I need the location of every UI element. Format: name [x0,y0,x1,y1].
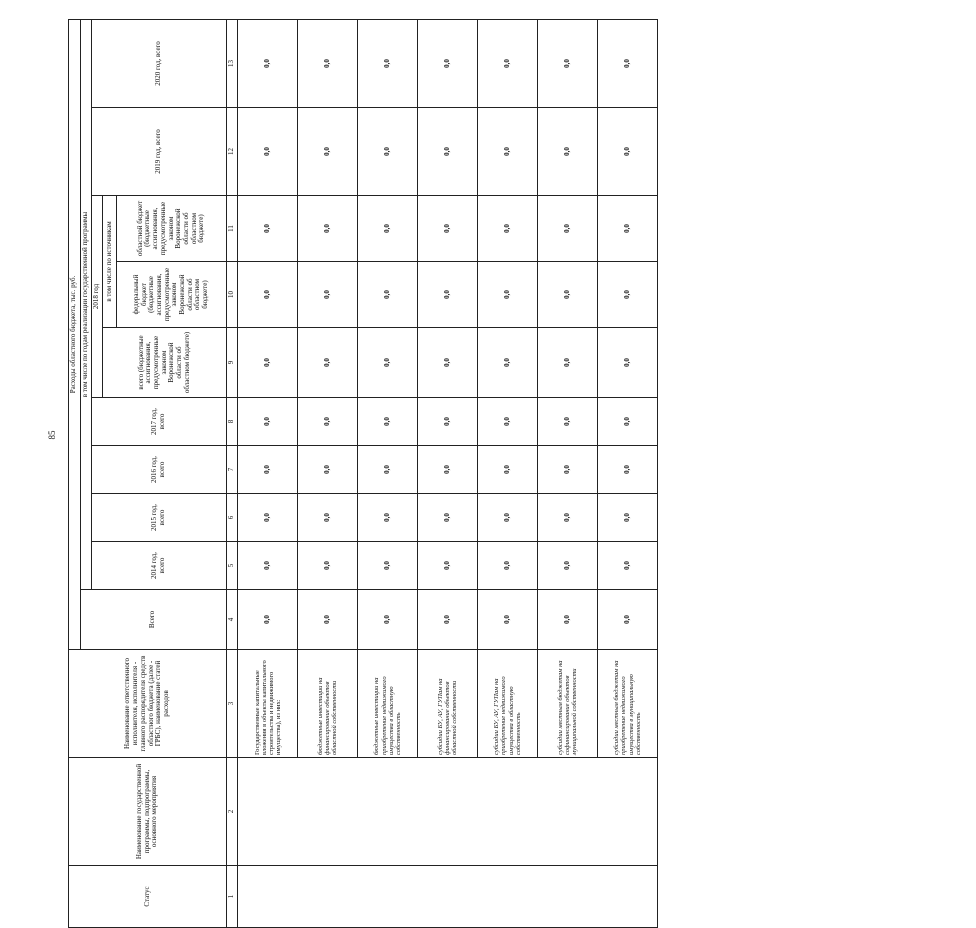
value-cell: 0,0 [298,590,358,650]
column-number: 13 [227,19,238,107]
value-cell: 0,0 [358,590,418,650]
value-cell: 0,0 [298,446,358,494]
value-cell: 0,0 [298,19,358,107]
header-status: Статус [69,866,227,928]
header-2016: 2016 год, всего [91,446,226,494]
row-name: субсидии местным бюджетам на софинансирование объектов муниципальной собственности [538,650,598,758]
value-cell: 0,0 [418,590,478,650]
column-number: 8 [227,398,238,446]
value-cell: 0,0 [418,542,478,590]
value-cell: 0,0 [418,494,478,542]
rotated-table-container [68,41,976,928]
header-2019: 2019 год, всего [91,108,226,196]
value-cell: 0,0 [358,446,418,494]
value-cell: 0,0 [478,398,538,446]
header-2018-total: всего (бюджетные ассигнования, предусмотренные законом Воронежской области об областном бюджете) [103,328,227,398]
value-cell: 0,0 [538,328,598,398]
row-name: бюджетные инвестиции на финансирование объектов областной собственности [298,650,358,758]
row-name: Государственные капитальные вложения в объекты капитального строительства и недвижимого имущества), из них: [238,650,298,758]
value-cell: 0,0 [298,542,358,590]
header-2018: 2018 год [91,196,102,398]
column-number: 4 [227,590,238,650]
column-number: 1 [227,866,238,928]
column-number: 5 [227,542,238,590]
value-cell: 0,0 [478,328,538,398]
value-cell: 0,0 [538,446,598,494]
value-cell: 0,0 [598,328,658,398]
table-row [238,19,298,927]
value-cell: 0,0 [598,108,658,196]
value-cell: 0,0 [358,542,418,590]
value-cell: 0,0 [298,262,358,328]
value-cell: 0,0 [538,19,598,107]
value-cell: 0,0 [538,196,598,262]
value-cell: 0,0 [418,328,478,398]
column-number-row [227,19,238,927]
header-vsego: Всего [80,590,227,650]
header-2014: 2014 год, всего [91,542,226,590]
row-name: бюджетные инвестиции на приобретение недвижимого имущества в областную собственность [358,650,418,758]
row-name: субсидии БУ, АУ, ГУПам на приобретение недвижимого имущества в областную собственность [478,650,538,758]
page-number: 85 [47,430,57,440]
value-cell: 0,0 [358,398,418,446]
value-cell: 0,0 [538,108,598,196]
value-cell: 0,0 [538,590,598,650]
value-cell: 0,0 [538,262,598,328]
value-cell: 0,0 [298,328,358,398]
value-cell: 0,0 [238,398,298,446]
table-body [238,19,658,927]
value-cell: 0,0 [298,494,358,542]
column-number: 9 [227,328,238,398]
value-cell: 0,0 [478,542,538,590]
column-number: 6 [227,494,238,542]
value-cell: 0,0 [538,542,598,590]
value-cell: 0,0 [598,494,658,542]
row-name: субсидии БУ, АУ, ГУПам на финансирование объектов областной собственности [418,650,478,758]
header-expenses-group: Расходы областного бюджета, тыс. руб. [69,19,81,649]
value-cell: 0,0 [598,446,658,494]
header-2017: 2017 год, всего [91,398,226,446]
value-cell: 0,0 [358,19,418,107]
header-2015: 2015 год, всего [91,494,226,542]
column-number: 2 [227,758,238,866]
value-cell: 0,0 [238,590,298,650]
header-2020: 2020 год, всего [91,19,226,107]
header-executor: Наименование ответственного исполнителя, исполнителя - главного распорядителя средств областного бюджета (далее - ГРБС), наименование статей расходов [69,650,227,758]
value-cell: 0,0 [598,196,658,262]
row-name: субсидии местным бюджетам на приобретение недвижимого имущества в муниципальную собственность [598,650,658,758]
value-cell: 0,0 [238,262,298,328]
value-cell: 0,0 [418,196,478,262]
value-cell: 0,0 [298,196,358,262]
value-cell: 0,0 [598,590,658,650]
value-cell: 0,0 [538,494,598,542]
program-name-cell [238,758,658,866]
value-cell: 0,0 [238,328,298,398]
value-cell: 0,0 [418,19,478,107]
value-cell: 0,0 [478,196,538,262]
header-program-name: Наименование государственной программы, подпрограммы, основного мероприятия [69,758,227,866]
value-cell: 0,0 [238,19,298,107]
column-number: 7 [227,446,238,494]
value-cell: 0,0 [298,398,358,446]
value-cell: 0,0 [238,196,298,262]
value-cell: 0,0 [598,542,658,590]
value-cell: 0,0 [358,196,418,262]
column-number: 10 [227,262,238,328]
value-cell: 0,0 [298,108,358,196]
value-cell: 0,0 [598,19,658,107]
value-cell: 0,0 [418,446,478,494]
value-cell: 0,0 [598,398,658,446]
value-cell: 0,0 [478,262,538,328]
value-cell: 0,0 [358,262,418,328]
table-head [69,19,238,927]
value-cell: 0,0 [238,494,298,542]
value-cell: 0,0 [478,446,538,494]
header-by-years: в том числе по годам реализации государственной программы [80,19,91,589]
value-cell: 0,0 [478,19,538,107]
value-cell: 0,0 [478,108,538,196]
value-cell: 0,0 [598,262,658,328]
budget-table [68,19,658,928]
column-number: 3 [227,650,238,758]
value-cell: 0,0 [358,328,418,398]
status-cell [238,866,658,928]
value-cell: 0,0 [358,494,418,542]
value-cell: 0,0 [478,494,538,542]
value-cell: 0,0 [538,398,598,446]
column-number: 11 [227,196,238,262]
header-regional: областной бюджет (бюджетные ассигнования, предусмотренные законом Воронежской области об областном бюджете) [116,196,226,262]
header-by-sources: в том числе по источникам [103,196,117,328]
value-cell: 0,0 [478,590,538,650]
value-cell: 0,0 [418,262,478,328]
value-cell: 0,0 [358,108,418,196]
header-federal: федеральный бюджет (бюджетные ассигнования, предусмотренные законом Воронежской области об областном бюджете) [116,262,226,328]
value-cell: 0,0 [238,446,298,494]
value-cell: 0,0 [418,398,478,446]
column-number: 12 [227,108,238,196]
value-cell: 0,0 [238,108,298,196]
value-cell: 0,0 [418,108,478,196]
value-cell: 0,0 [238,542,298,590]
